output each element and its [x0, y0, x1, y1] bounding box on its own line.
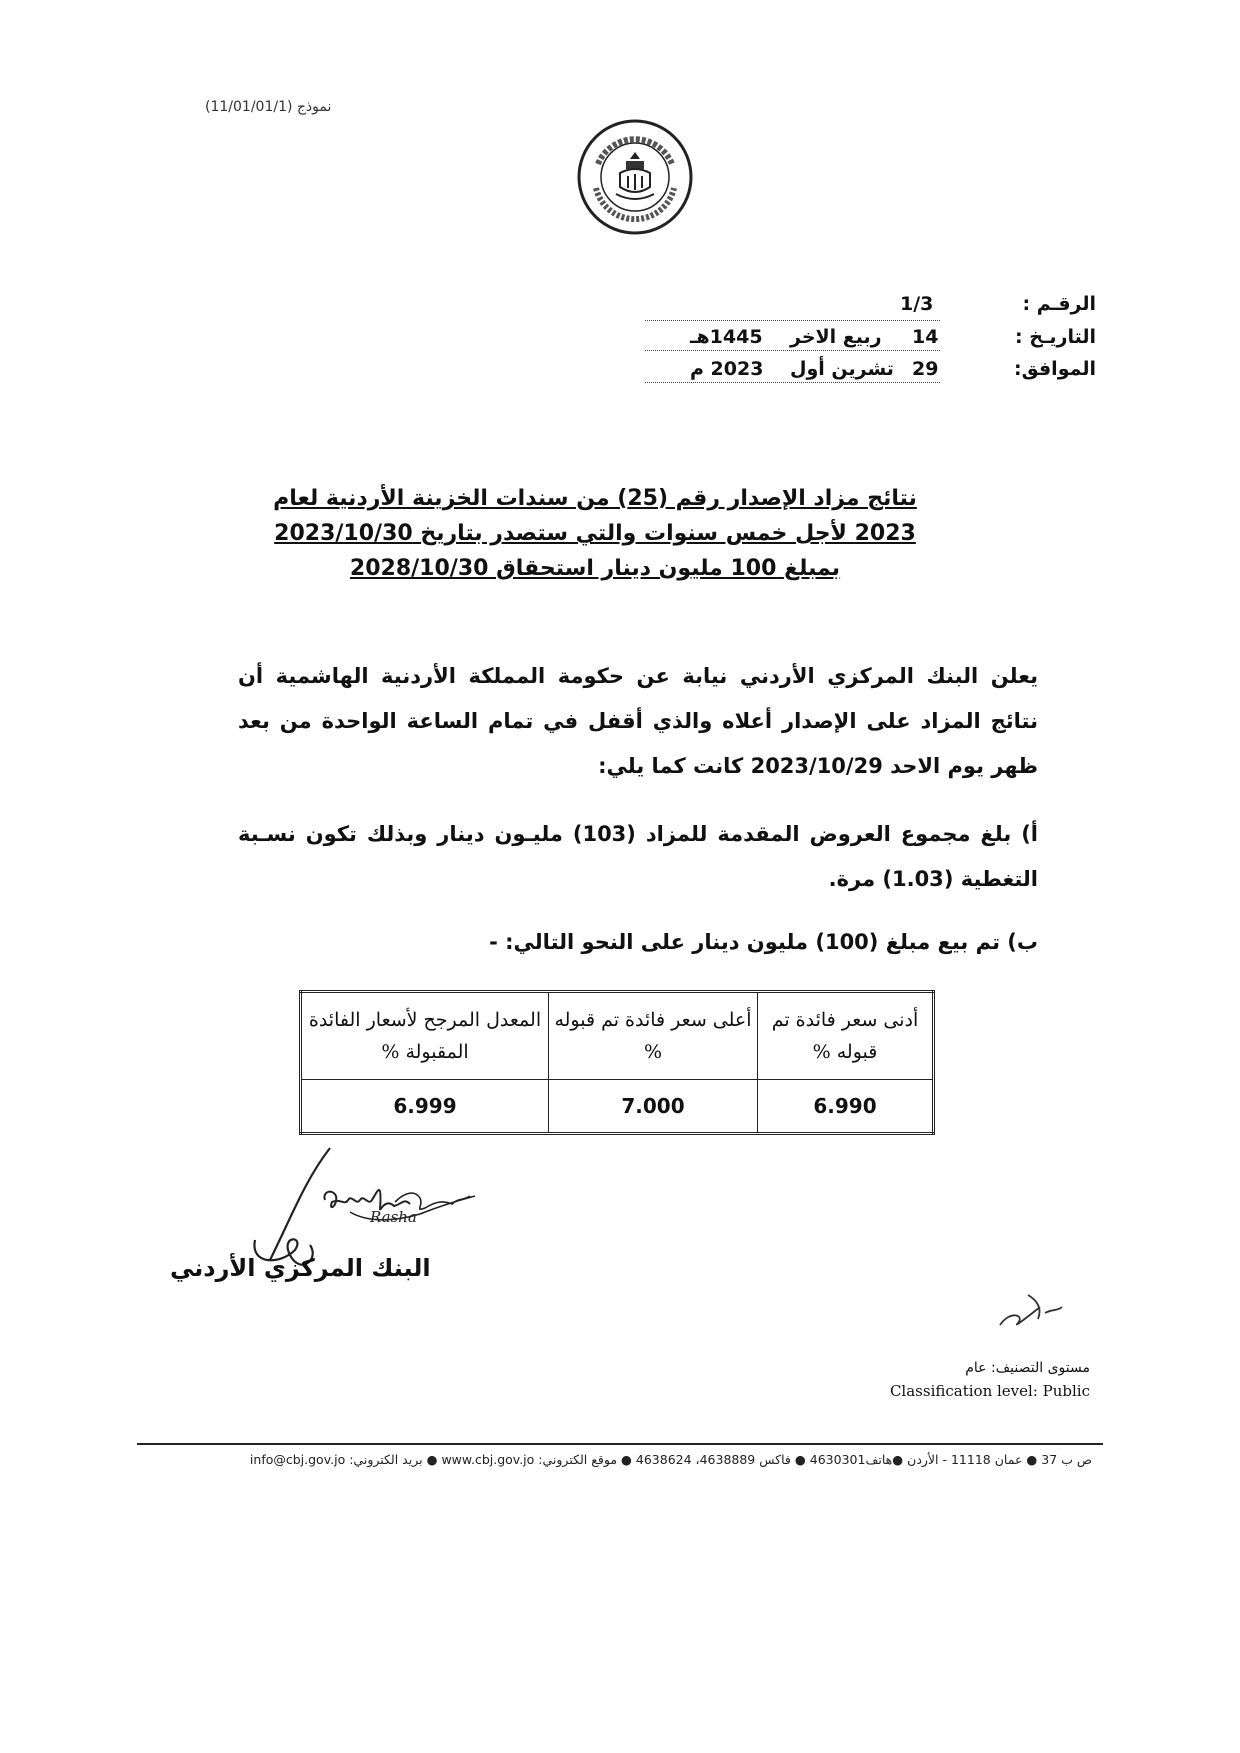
hijri-date-label: التاريـخ : — [1014, 326, 1096, 348]
hijri-year: 1445هـ — [690, 326, 763, 348]
hijri-day: 14 — [912, 326, 939, 348]
gregorian-month: تشرين أول — [790, 358, 894, 380]
table-header-row — [301, 992, 934, 1080]
table-row — [301, 1080, 934, 1134]
initials-mark — [990, 1285, 1070, 1335]
header-min-rate: أدنى سعر فائدة تم قبوله % — [758, 992, 934, 1080]
point-a-paragraph: أ) بلغ مجموع العروض المقدمة للمزاد (103) مليـون دينار وبذلك تكون نسـبة التغطية (1.03) مرة. — [238, 822, 1038, 891]
intro-paragraph: يعلن البنك المركزي الأردني نيابة عن حكومة المملكة الأردنية الهاشمية أن نتائج المزاد على الإصدار أعلاه والذي أقفل في تمام الساعة الواحدة من بعد ظهر يوم الاحد 2023/10/29 كانت كما يلي: — [238, 664, 1038, 778]
title-line-2: 2023 لأجل خمس سنوات والتي ستصدر بتاريخ 2023/10/30 — [274, 521, 916, 546]
gregorian-year: 2023 م — [690, 358, 764, 380]
ref-number-value: 1/3 — [900, 293, 934, 315]
classification-label-en: Classification level: Public — [889, 1382, 1090, 1400]
signatory-name: البنك المركزي الأردني — [170, 1254, 431, 1282]
form-code: نموذج (11/01/01/1) — [205, 99, 332, 115]
central-bank-seal-logo — [576, 118, 694, 236]
title-line-1: نتائج مزاد الإصدار رقم (25) من سندات الخزينة الأردنية لعام — [273, 486, 917, 511]
title-line-3: بمبلغ 100 مليون دينار استحقاق 2028/10/30 — [349, 556, 841, 581]
header-max-rate: أعلى سعر فائدة تم قبوله % — [549, 992, 758, 1080]
gregorian-date-label: الموافق: — [1014, 358, 1096, 380]
signature-text: Rasha — [370, 1208, 417, 1226]
classification-label-ar: مستوى التصنيف: عام — [965, 1360, 1090, 1376]
auction-results-table — [299, 990, 935, 1135]
footer-contact-info: ص ب 37 ● عمان 11118 - الأردن ●هاتف4630301 ● فاكس 4638889، 4638624 ● موقع الكتروني: www.cbj.gov.jo ● بريد الكتروني: info@cbj.gov.jo — [249, 1452, 1092, 1467]
header-weighted-avg-rate: المعدل المرجح لأسعار الفائدة المقبولة % — [301, 992, 549, 1080]
max-rate-value: 7.000 — [549, 1080, 758, 1134]
weighted-avg-rate-value: 6.999 — [301, 1080, 549, 1134]
document-title — [0, 486, 1190, 581]
footer-divider — [137, 1443, 1103, 1445]
hijri-month: ربيع الاخر — [790, 326, 882, 348]
min-rate-value: 6.990 — [758, 1080, 934, 1134]
point-b-paragraph: ب) تم بيع مبلغ (100) مليون دينار على النحو التالي: - — [489, 930, 1038, 954]
gregorian-day: 29 — [912, 358, 939, 380]
ref-number-label: الرقـم : — [1022, 293, 1096, 315]
